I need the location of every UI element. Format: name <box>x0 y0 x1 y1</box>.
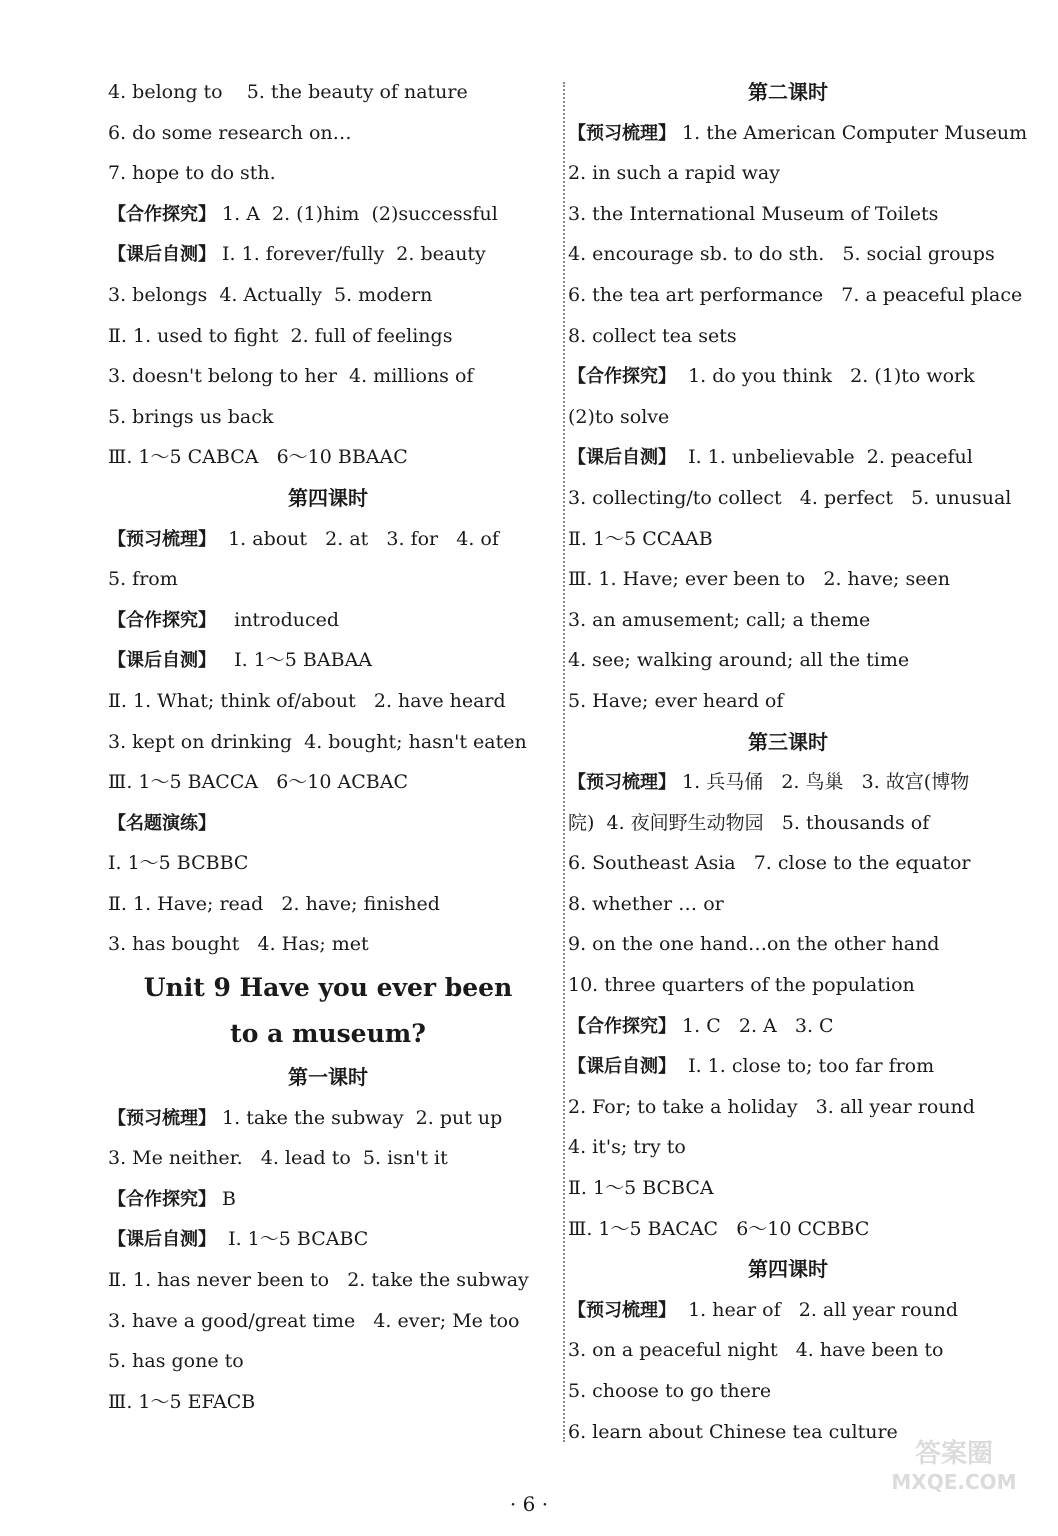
answer-line <box>568 1371 1008 1412</box>
answer-text: Ⅱ. 1～5 CCAAB <box>568 527 713 550</box>
watermark-text-cn: 答案圈 <box>914 1439 993 1469</box>
section-tag: 【课后自测】 <box>108 1229 216 1251</box>
answer-text: 1. about 2. at 3. for 4. of <box>216 527 499 550</box>
answer-text: 5. has gone to <box>108 1350 244 1373</box>
answer-line <box>568 1127 1008 1168</box>
answer-line <box>108 194 548 235</box>
answer-line <box>108 924 548 965</box>
answer-line <box>568 113 1028 154</box>
section-heading: 第四课时 <box>748 1257 828 1282</box>
answer-line <box>108 559 548 600</box>
answer-text: Ⅱ. 1. has never been to 2. take the subway <box>108 1269 529 1292</box>
answer-text: 10. three quarters of the population <box>568 974 915 997</box>
answer-line <box>568 1046 1008 1087</box>
answer-text: 1. the American Computer Museum <box>676 121 1028 144</box>
answer-text: Ⅲ. 1～5 BACAC 6～10 CCBBC <box>568 1217 870 1240</box>
answer-text: Ⅰ. 1. close to; too far from <box>676 1055 935 1078</box>
answer-line <box>108 72 548 113</box>
answer-text: B <box>216 1187 237 1210</box>
answer-line <box>108 153 548 194</box>
answer-line <box>108 519 548 560</box>
answer-line <box>108 1138 548 1179</box>
section-tag: 【合作探究】 <box>108 609 216 631</box>
answer-text: Ⅰ. 1～5 BCABC <box>216 1228 369 1251</box>
answer-text: 5. brings us back <box>108 405 274 428</box>
section-tag: 【课后自测】 <box>108 244 216 266</box>
answer-line <box>568 1087 1008 1128</box>
answer-line <box>568 397 1008 438</box>
answer-line <box>108 1260 548 1301</box>
section-heading: 第四课时 <box>288 485 368 510</box>
watermark-logo <box>874 1440 1034 1526</box>
answer-text: 3. the International Museum of Toilets <box>568 202 939 225</box>
answer-line <box>108 1382 548 1423</box>
answer-text: (2)to solve <box>568 405 670 428</box>
answer-line <box>568 640 1008 681</box>
answer-line <box>568 924 1008 965</box>
answer-line <box>108 1301 548 1342</box>
answer-text: 4. it's; try to <box>568 1136 686 1159</box>
section-heading: 第三课时 <box>748 729 828 754</box>
answer-text: 3. belongs 4. Actually 5. modern <box>108 283 433 306</box>
section-tag: 【合作探究】 <box>568 366 676 388</box>
answer-text: 1. A 2. (1)him (2)successful <box>216 202 498 225</box>
answer-text: Ⅰ. 1. unbelievable 2. peaceful <box>676 446 973 469</box>
answer-line <box>568 843 1008 884</box>
section-tag: 【课后自测】 <box>568 1056 676 1078</box>
answer-line <box>108 397 548 438</box>
answer-text: 6. Southeast Asia 7. close to the equator <box>568 852 971 875</box>
section-tag: 【名题演练】 <box>108 812 216 834</box>
answer-line <box>108 843 548 884</box>
answer-text: 3. doesn't belong to her 4. millions of <box>108 365 474 388</box>
watermark-text-url: MXQE.COM <box>891 1470 1017 1494</box>
answer-line <box>108 437 548 478</box>
answer-text: 8. whether … or <box>568 892 724 915</box>
answer-text: Ⅰ. 1～5 BABAA <box>216 649 373 672</box>
answer-text: Ⅲ. 1～5 EFACB <box>108 1390 256 1413</box>
answer-line <box>108 113 548 154</box>
section-heading: 第二课时 <box>748 80 828 104</box>
answer-line <box>108 1098 548 1139</box>
answer-text: Ⅲ. 1～5 CABCA 6～10 BBAAC <box>108 446 408 469</box>
answer-text: 3. on a peaceful night 4. have been to <box>568 1339 944 1362</box>
answer-text: 1. 兵马俑 2. 鸟巢 3. 故宫(博物 <box>676 771 970 794</box>
answer-text: 院) 4. 夜间野生动物园 5. thousands of <box>568 811 930 834</box>
answer-text: Ⅲ. 1～5 BACCA 6～10 ACBAC <box>108 771 409 794</box>
answer-line <box>108 762 548 803</box>
section-tag: 【预习梳理】 <box>568 1299 676 1321</box>
answer-text: Ⅱ. 1. Have; read 2. have; finished <box>108 892 440 915</box>
answer-line <box>108 803 548 844</box>
section-tag: 【合作探究】 <box>568 1015 676 1037</box>
answer-text: 4. encourage sb. to do sth. 5. social groups <box>568 243 995 266</box>
section-tag: 【预习梳理】 <box>568 122 676 144</box>
answer-text: 6. learn about Chinese tea culture <box>568 1420 898 1443</box>
answer-line <box>108 275 548 316</box>
answer-text: 5. from <box>108 568 178 591</box>
column-divider <box>563 82 565 1442</box>
answer-line <box>108 234 548 275</box>
page-number: · 6 · <box>509 1492 549 1516</box>
answer-text: 6. the tea art performance 7. a peaceful place <box>568 283 1023 306</box>
unit-title: to a museum? <box>230 1019 426 1049</box>
answer-text: 4. belong to 5. the beauty of nature <box>108 81 468 103</box>
answer-line <box>568 1006 1008 1047</box>
answer-line <box>108 681 548 722</box>
answer-line <box>108 356 548 397</box>
answer-line <box>568 437 1008 478</box>
answer-line <box>568 316 1008 357</box>
section-tag: 【课后自测】 <box>568 447 676 469</box>
answer-line <box>108 1179 548 1220</box>
answer-text: 3. kept on drinking 4. bought; hasn't eaten <box>108 730 527 753</box>
answer-text: 5. choose to go there <box>568 1380 772 1402</box>
answer-text: Ⅱ. 1～5 BCBCA <box>568 1177 714 1200</box>
answer-line <box>568 275 1023 316</box>
answer-text: 2. For; to take a holiday 3. all year round <box>568 1095 975 1118</box>
answer-line <box>568 1168 1008 1209</box>
answer-line <box>568 884 1008 925</box>
section-tag: 【预习梳理】 <box>108 1107 216 1129</box>
answer-text: 9. on the one hand…on the other hand <box>568 933 940 956</box>
answer-text: Ⅱ. 1. What; think of/about 2. have heard <box>108 689 506 712</box>
answer-line <box>568 559 1008 600</box>
answer-text: Ⅱ. 1. used to fight 2. full of feelings <box>108 324 453 347</box>
answer-text: 1. C 2. A 3. C <box>676 1014 834 1037</box>
section-tag: 【合作探究】 <box>108 1188 216 1210</box>
answer-text: 7. hope to do sth. <box>108 162 276 185</box>
answer-line <box>568 965 1008 1006</box>
answer-line <box>568 153 1008 194</box>
answer-line <box>108 640 548 681</box>
answer-line <box>108 1341 548 1382</box>
answer-text: 3. have a good/great time 4. ever; Me too <box>108 1309 520 1332</box>
answer-text: 3. has bought 4. Has; met <box>108 933 369 956</box>
answer-line <box>568 194 1008 235</box>
answer-text: Ⅰ. 1. forever/fully 2. beauty <box>216 243 486 266</box>
answer-text: 1. do you think 2. (1)to work <box>676 365 975 388</box>
right-column <box>568 72 1028 1452</box>
answer-line <box>108 316 548 357</box>
answer-line <box>108 884 548 925</box>
answer-line <box>108 722 548 763</box>
answer-text: 4. see; walking around; all the time <box>568 649 910 672</box>
answer-line <box>568 1330 1008 1371</box>
answer-line <box>568 356 1008 397</box>
answer-text: 8. collect tea sets <box>568 324 737 347</box>
section-tag: 【预习梳理】 <box>568 772 676 794</box>
answer-line <box>568 1290 1008 1331</box>
section-tag: 【预习梳理】 <box>108 528 216 550</box>
answer-text: 3. Me neither. 4. lead to 5. isn't it <box>108 1147 448 1170</box>
unit-title: Unit 9 Have you ever been <box>143 973 513 1003</box>
answer-line <box>568 762 1008 803</box>
section-heading: 第一课时 <box>288 1065 368 1090</box>
left-column <box>108 72 548 1422</box>
answer-text: introduced <box>216 608 340 631</box>
answer-text: 1. take the subway 2. put up <box>216 1106 503 1129</box>
answer-line <box>568 600 1008 641</box>
answer-line <box>568 519 1008 560</box>
answer-line <box>568 803 1008 844</box>
answer-text: 5. Have; ever heard of <box>568 689 784 712</box>
answer-text: 6. do some research on… <box>108 121 352 144</box>
answer-text: 3. an amusement; call; a theme <box>568 608 871 631</box>
answer-text: 3. collecting/to collect 4. perfect 5. unusual <box>568 486 1012 509</box>
answer-line <box>108 600 548 641</box>
answer-line <box>568 478 1012 519</box>
answer-line <box>568 681 1008 722</box>
answer-line <box>568 234 1008 275</box>
section-tag: 【课后自测】 <box>108 650 216 672</box>
answer-text: 1. hear of 2. all year round <box>676 1298 959 1321</box>
answer-text: 2. in such a rapid way <box>568 162 780 185</box>
answer-line <box>568 1209 1008 1250</box>
section-tag: 【合作探究】 <box>108 203 216 225</box>
answer-text: Ⅰ. 1～5 BCBBC <box>108 852 249 875</box>
answer-text: Ⅲ. 1. Have; ever been to 2. have; seen <box>568 568 950 591</box>
answer-line <box>108 1219 548 1260</box>
